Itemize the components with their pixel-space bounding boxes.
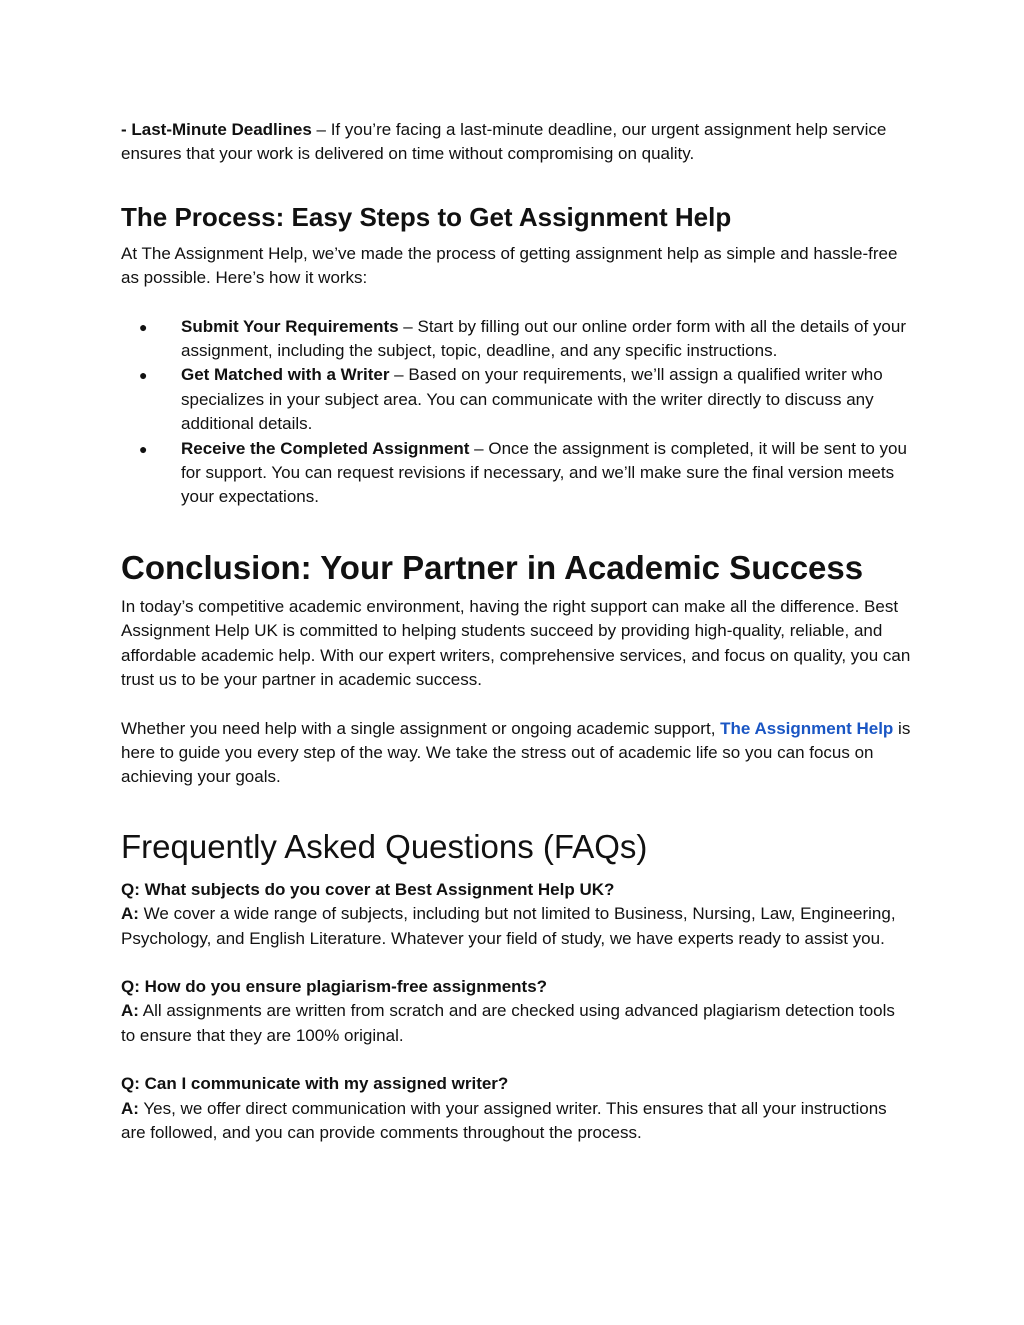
step-title: Get Matched with a Writer xyxy=(181,365,390,385)
faq-question-text: Q: How do you ensure plagiarism-free assignments? xyxy=(121,976,548,996)
faq-question-text: Q: Can I communicate with my assigned writer? xyxy=(121,1074,509,1094)
faq-question xyxy=(121,975,911,999)
step-title: Receive the Completed Assignment xyxy=(181,438,470,458)
the-assignment-help-link[interactable]: The Assignment Help xyxy=(720,718,894,738)
process-intro: At The Assignment Help, we’ve made the process of getting assignment help as simple and hassle-free as possible. Here’s how it works: xyxy=(121,243,898,288)
faq-item xyxy=(121,1072,911,1145)
cta-text-after: is here to guide you every step of the way. We take the stress out of academic life so you can focus on achieving your goals. xyxy=(121,718,911,787)
conclusion-heading: Conclusion: Your Partner in Academic Success xyxy=(121,548,864,586)
faq-answer xyxy=(121,902,911,951)
faq-item xyxy=(121,878,911,951)
process-heading: The Process: Easy Steps to Get Assignment Help xyxy=(121,201,732,232)
cta-text-before: Whether you need help with a single assignment or ongoing academic support, xyxy=(121,718,721,738)
faq-answer-text: Yes, we offer direct communication with your assigned writer. This ensures that all your instructions are followed, and you can provide comments throughout the process. xyxy=(121,1098,887,1142)
step-text: – Once the assignment is completed, it will be sent to you for support. You can request revisions if necessary, and we’ll make sure the final version meets your expectations. xyxy=(181,438,907,507)
bullet-icon: ● xyxy=(139,367,148,384)
faq-item xyxy=(121,975,911,1048)
faq-answer xyxy=(121,1097,911,1146)
faq-question xyxy=(121,878,911,902)
step-text: – Start by filling out our online order form with all the details of your assignment, including the subject, topic, deadline, and any specific instructions. xyxy=(181,316,906,361)
list-item xyxy=(121,363,911,436)
faq-answer-text: We cover a wide range of subjects, including but not limited to Business, Nursing, Law, Engineering, Psychology, and English Literature. Whatever your field of study, we have experts ready to assist you. xyxy=(121,904,896,948)
process-steps-list xyxy=(121,315,911,510)
deadline-lead: - Last-Minute Deadlines xyxy=(121,120,312,139)
deadline-text: – If you’re facing a last-minute deadline, our urgent assignment help service ensures that your work is delivered on time without compromising on quality. xyxy=(121,120,887,164)
list-item xyxy=(121,437,911,510)
step-title: Submit Your Requirements xyxy=(181,316,399,336)
answer-label: A: xyxy=(121,1098,139,1118)
answer-label: A: xyxy=(121,904,139,924)
conclusion-cta-paragraph xyxy=(121,717,911,790)
list-item xyxy=(121,315,911,364)
document-page xyxy=(121,118,911,1145)
faq-heading: Frequently Asked Questions (FAQs) xyxy=(121,827,648,865)
conclusion-paragraph: In today’s competitive academic environment, having the right support can make all the difference. Best Assignment Help UK is committed to helping students succeed by providing high-quality, reliable, and affordable academic help. With our expert writers, comprehensive services, and focus on quality, you can trust us to be your partner in academic success. xyxy=(121,596,911,690)
faq-answer-text: All assignments are written from scratch and are checked using advanced plagiarism detection tools to ensure that they are 100% original. xyxy=(121,1001,895,1045)
bullet-icon: ● xyxy=(139,440,148,457)
faq-question-text: Q: What subjects do you cover at Best Assignment Help UK? xyxy=(121,879,615,899)
deadline-paragraph xyxy=(121,118,911,167)
faq-question xyxy=(121,1072,911,1096)
bullet-icon: ● xyxy=(139,318,148,335)
step-text: – Based on your requirements, we’ll assign a qualified writer who specializes in your subject area. You can communicate with the writer directly to discuss any additional details. xyxy=(181,365,883,434)
answer-label: A: xyxy=(121,1001,139,1021)
faq-answer xyxy=(121,999,911,1048)
